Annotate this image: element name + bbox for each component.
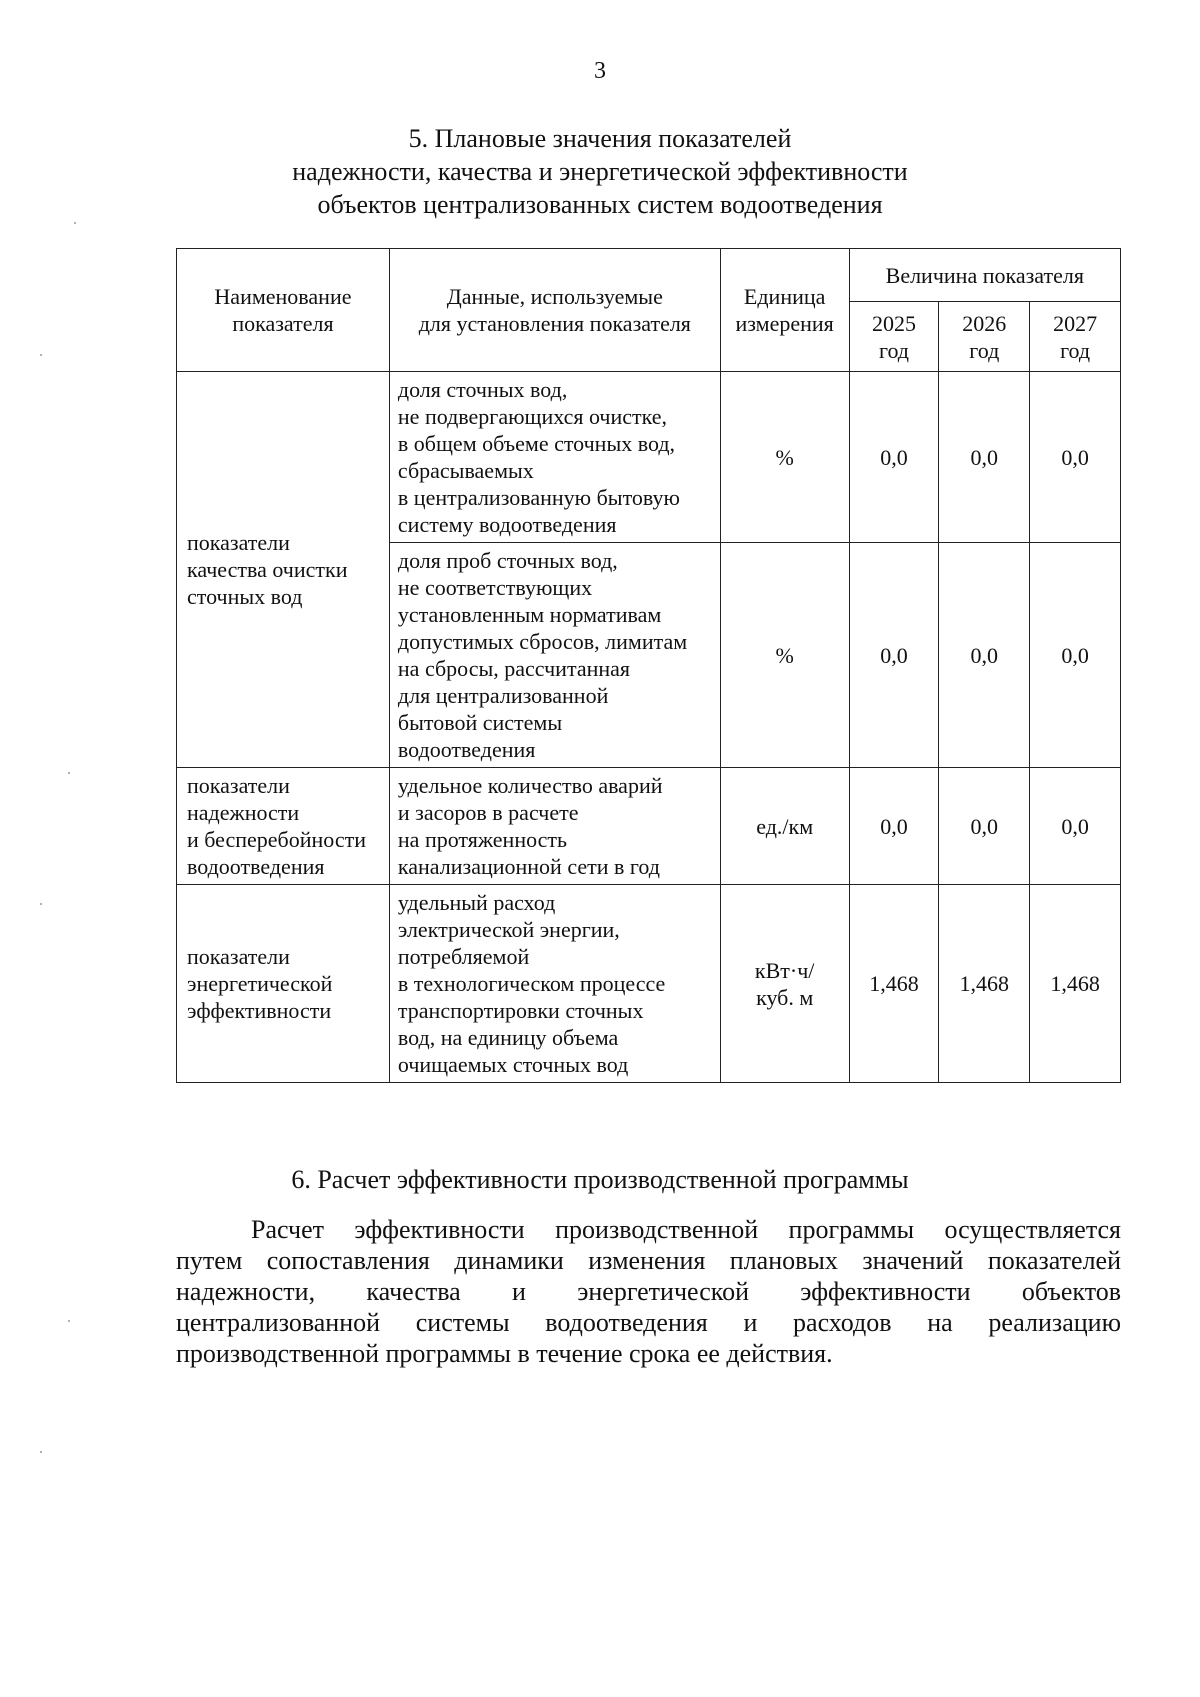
header-indicator-value: Величина показателя [849,249,1120,302]
unit-cell: кВт·ч/ куб. м [720,885,849,1083]
table-row [177,768,1121,885]
value-2027-cell: 0,0 [1030,768,1121,885]
source-data-cell: удельный расход электрической энергии, потребляемой в технологическом процессе транспортировки сточных вод, на единицу объема очищаемых сточных вод [389,885,720,1083]
scan-speck [74,222,76,224]
header-year-2026: 2026 год [939,302,1030,372]
scan-speck [68,1320,70,1322]
source-data-cell: доля сточных вод, не подвергающихся очистке, в общем объеме сточных вод, сбрасываемых в централизованную бытовую систему водоотведения [389,372,720,543]
header-source-data: Данные, используемые для установления показателя [389,249,720,372]
indicator-name-cell: показатели энергетической эффективности [177,885,390,1083]
table-row [177,885,1121,1083]
source-data-cell: удельное количество аварий и засоров в расчете на протяженность канализационной сети в год [389,768,720,885]
value-2026-cell: 0,0 [939,543,1030,768]
paragraph-line: Расчет эффективности производственной программы осуществляется [251,1215,1121,1244]
paragraph-line: централизованной системы водоотведения и расходов на реализацию [176,1308,1121,1337]
value-2026-cell: 1,468 [939,885,1030,1083]
source-data-cell: доля проб сточных вод, не соответствующих установленным нормативам допустимых сбросов, лимитам на сбросы, рассчитанная для централизованной бытовой системы водоотведения [389,543,720,768]
header-indicator-name: Наименование показателя [177,249,390,372]
section-5-title-line: 5. Плановые значения показателей [408,124,792,153]
unit-cell: ед./км [720,768,849,885]
section-6-paragraph [176,1214,1121,1369]
paragraph-line: путем сопоставления динамики изменения плановых значений показателей [176,1246,1121,1275]
section-5-title-line: объектов централизованных систем водоотведения [317,190,883,219]
scan-speck [40,1451,42,1453]
header-year-2027: 2027 год [1030,302,1121,372]
header-unit: Единица измерения [720,249,849,372]
paragraph-line: надежности, качества и энергетической эффективности объектов [176,1277,1121,1306]
page-number: 3 [594,58,606,84]
scan-speck [40,354,42,356]
value-2025-cell: 1,468 [849,885,939,1083]
value-2027-cell: 0,0 [1030,543,1121,768]
value-2025-cell: 0,0 [849,768,939,885]
scan-speck [68,772,70,774]
section-5-title [0,122,1200,221]
unit-cell: % [720,543,849,768]
value-2026-cell: 0,0 [939,372,1030,543]
scan-speck [40,903,42,905]
section-5-title-line: надежности, качества и энергетической эффективности [292,157,908,186]
value-2025-cell: 0,0 [849,543,939,768]
value-2027-cell: 0,0 [1030,372,1121,543]
unit-cell: % [720,372,849,543]
value-2027-cell: 1,468 [1030,885,1121,1083]
table-row [177,372,1121,543]
paragraph-line: производственной программы в течение срока ее действия. [176,1339,833,1368]
indicators-table [176,248,1121,1083]
value-2026-cell: 0,0 [939,768,1030,885]
value-2025-cell: 0,0 [849,372,939,543]
section-6-title: 6. Расчет эффективности производственной программы [291,1165,909,1194]
indicator-name-cell: показатели качества очистки сточных вод [177,372,390,768]
header-year-2025: 2025 год [849,302,939,372]
indicator-name-cell: показатели надежности и бесперебойности водоотведения [177,768,390,885]
